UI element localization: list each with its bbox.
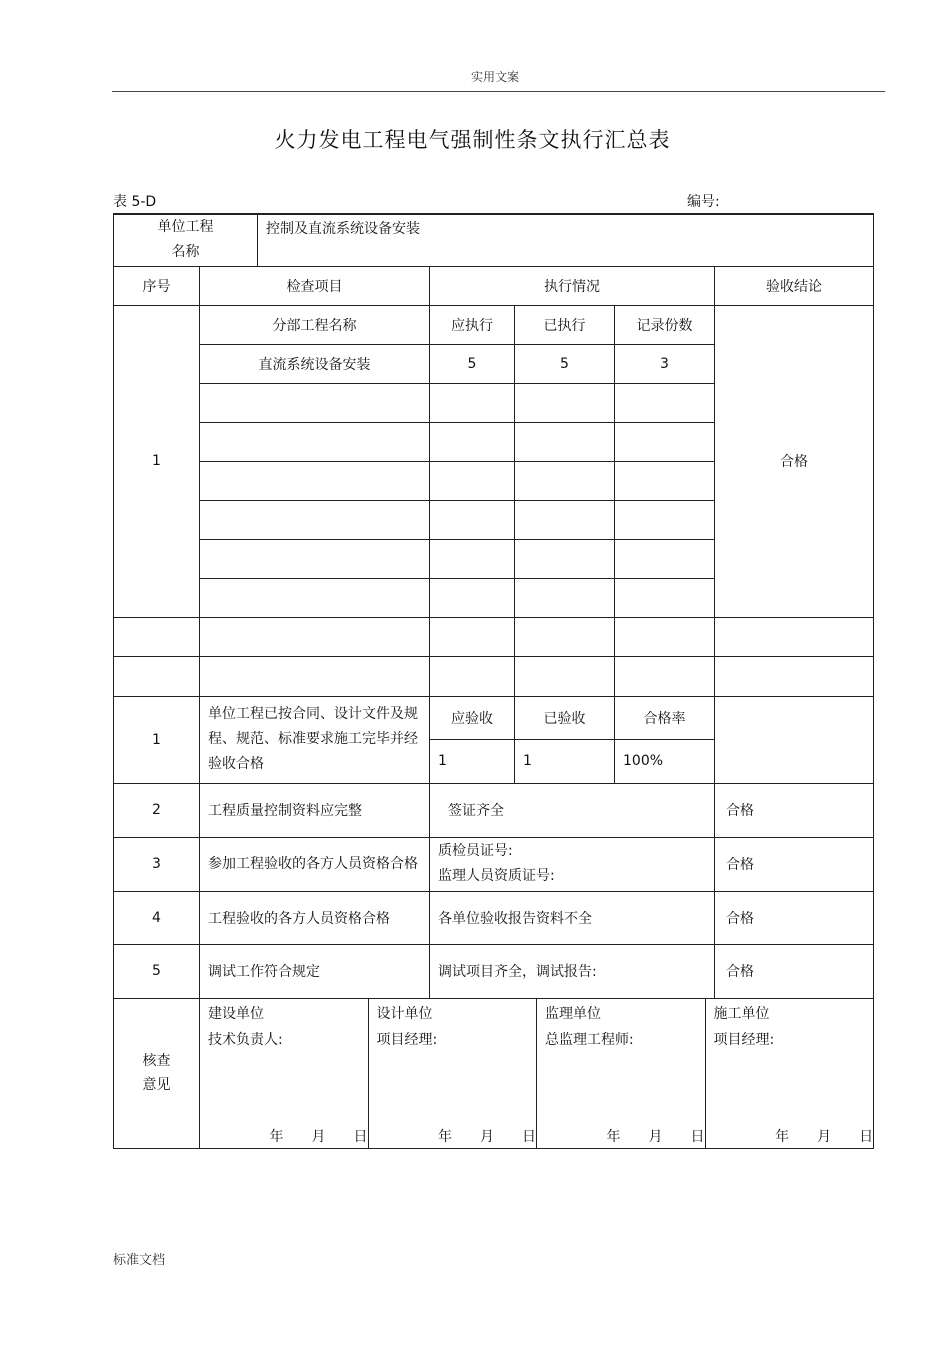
section1-conclusion: 合格 <box>715 305 874 617</box>
check-row <box>114 837 874 891</box>
record-count <box>615 461 715 500</box>
record-count <box>615 422 715 461</box>
executed-count: 5 <box>515 344 615 383</box>
check-conclusion: 合格 <box>715 783 874 837</box>
acceptance-conclusion <box>715 696 874 783</box>
check-row <box>114 944 874 998</box>
col-conclusion: 验收结论 <box>715 266 874 305</box>
date-day: 日 <box>353 1128 368 1145</box>
acceptance-item: 单位工程已按合同、设计文件及规程、规范、标准要求施工完毕并经验收合格 <box>200 696 430 783</box>
col-execution: 执行情况 <box>430 266 715 305</box>
date-line <box>706 1126 874 1146</box>
signoff-supervisor <box>536 999 705 1148</box>
division-name <box>200 539 430 578</box>
acceptance-seq: 1 <box>114 696 200 783</box>
record-count <box>615 539 715 578</box>
party-person: 技术负责人: <box>208 1031 283 1048</box>
column-header-row <box>114 266 874 305</box>
serial-number-label: 编号: <box>687 194 720 210</box>
check-row <box>114 891 874 944</box>
review-row <box>114 998 874 1148</box>
section1-seq: 1 <box>114 305 200 617</box>
executed-count <box>515 383 615 422</box>
date-day: 日 <box>690 1128 705 1145</box>
date-day: 日 <box>522 1128 537 1145</box>
page-header: 实用文案 <box>470 70 519 84</box>
date-line <box>369 1126 537 1146</box>
signoff-area <box>200 998 874 1148</box>
check-seq: 5 <box>114 944 200 998</box>
party-unit: 施工单位 <box>713 1005 770 1022</box>
check-conclusion: 合格 <box>715 837 874 891</box>
required-count <box>430 500 515 539</box>
party-unit: 设计单位 <box>376 1005 433 1022</box>
unit-project-value: 控制及直流系统设备安装 <box>258 214 874 266</box>
acceptance-pass-rate-value: 100% <box>615 739 715 783</box>
check-execution: 签证齐全 <box>430 783 715 837</box>
check-item: 参加工程验收的各方人员资格合格 <box>200 837 430 891</box>
document-title: 火力发电工程电气强制性条文执行汇总表 <box>274 128 671 152</box>
check-row <box>114 783 874 837</box>
unit-project-row <box>114 214 874 266</box>
required-count <box>430 578 515 617</box>
check-execution: 质检员证号: 监理人员资质证号: <box>430 837 715 891</box>
date-month: 月 <box>480 1128 495 1145</box>
record-count <box>615 578 715 617</box>
date-month: 月 <box>817 1128 832 1145</box>
date-year: 年 <box>775 1128 790 1145</box>
date-year: 年 <box>269 1128 284 1145</box>
required-count: 5 <box>430 344 515 383</box>
page-footer: 标准文档 <box>113 1253 166 1268</box>
unit-project-label: 单位工程 名称 <box>114 214 258 266</box>
col-check-item: 检查项目 <box>200 266 430 305</box>
acceptance-accepted-value: 1 <box>515 739 615 783</box>
check-conclusion: 合格 <box>715 891 874 944</box>
party-person: 项目经理: <box>713 1031 775 1048</box>
blank-row <box>114 617 874 656</box>
sub-header-division: 分部工程名称 <box>200 305 430 344</box>
date-line <box>537 1126 705 1146</box>
executed-count <box>515 500 615 539</box>
date-year: 年 <box>438 1128 453 1145</box>
party-person: 总监理工程师: <box>545 1031 634 1048</box>
header-rule <box>112 91 885 92</box>
sub-header-executed: 已执行 <box>515 305 615 344</box>
date-month: 月 <box>648 1128 663 1145</box>
table-number: 表 5-D <box>113 194 157 210</box>
date-day: 日 <box>859 1128 874 1145</box>
division-name <box>200 422 430 461</box>
executed-count <box>515 578 615 617</box>
summary-table <box>113 213 874 1149</box>
acceptance-header-pass-rate: 合格率 <box>615 696 715 739</box>
party-unit: 监理单位 <box>545 1005 602 1022</box>
record-count <box>615 500 715 539</box>
acceptance-header-accepted: 已验收 <box>515 696 615 739</box>
date-line <box>200 1126 368 1146</box>
division-name <box>200 461 430 500</box>
check-execution: 各单位验收报告资料不全 <box>430 891 715 944</box>
check-seq: 3 <box>114 837 200 891</box>
date-year: 年 <box>606 1128 621 1145</box>
section1-subheader-row <box>114 305 874 344</box>
date-month: 月 <box>311 1128 326 1145</box>
signoff-contractor <box>705 999 874 1148</box>
acceptance-header-required: 应验收 <box>430 696 515 739</box>
division-name <box>200 500 430 539</box>
check-item: 工程验收的各方人员资格合格 <box>200 891 430 944</box>
division-name <box>200 578 430 617</box>
signoff-designer <box>368 999 537 1148</box>
executed-count <box>515 422 615 461</box>
sub-header-records: 记录份数 <box>615 305 715 344</box>
record-count: 3 <box>615 344 715 383</box>
record-count <box>615 383 715 422</box>
executed-count <box>515 539 615 578</box>
required-count <box>430 461 515 500</box>
check-seq: 4 <box>114 891 200 944</box>
party-unit: 建设单位 <box>208 1005 264 1022</box>
required-count <box>430 422 515 461</box>
col-seq: 序号 <box>114 266 200 305</box>
acceptance-required-value: 1 <box>430 739 515 783</box>
check-seq: 2 <box>114 783 200 837</box>
check-conclusion: 合格 <box>715 944 874 998</box>
executed-count <box>515 461 615 500</box>
check-item: 工程质量控制资料应完整 <box>200 783 430 837</box>
division-name: 直流系统设备安装 <box>200 344 430 383</box>
check-execution: 调试项目齐全，调试报告: <box>430 944 715 998</box>
required-count <box>430 539 515 578</box>
review-label: 核查 意见 <box>114 998 200 1148</box>
blank-row <box>114 656 874 696</box>
sub-header-required: 应执行 <box>430 305 515 344</box>
check-item: 调试工作符合规定 <box>200 944 430 998</box>
party-person: 项目经理: <box>376 1031 438 1048</box>
signoff-owner <box>200 999 368 1148</box>
required-count <box>430 383 515 422</box>
acceptance-row <box>114 696 874 739</box>
division-name <box>200 383 430 422</box>
